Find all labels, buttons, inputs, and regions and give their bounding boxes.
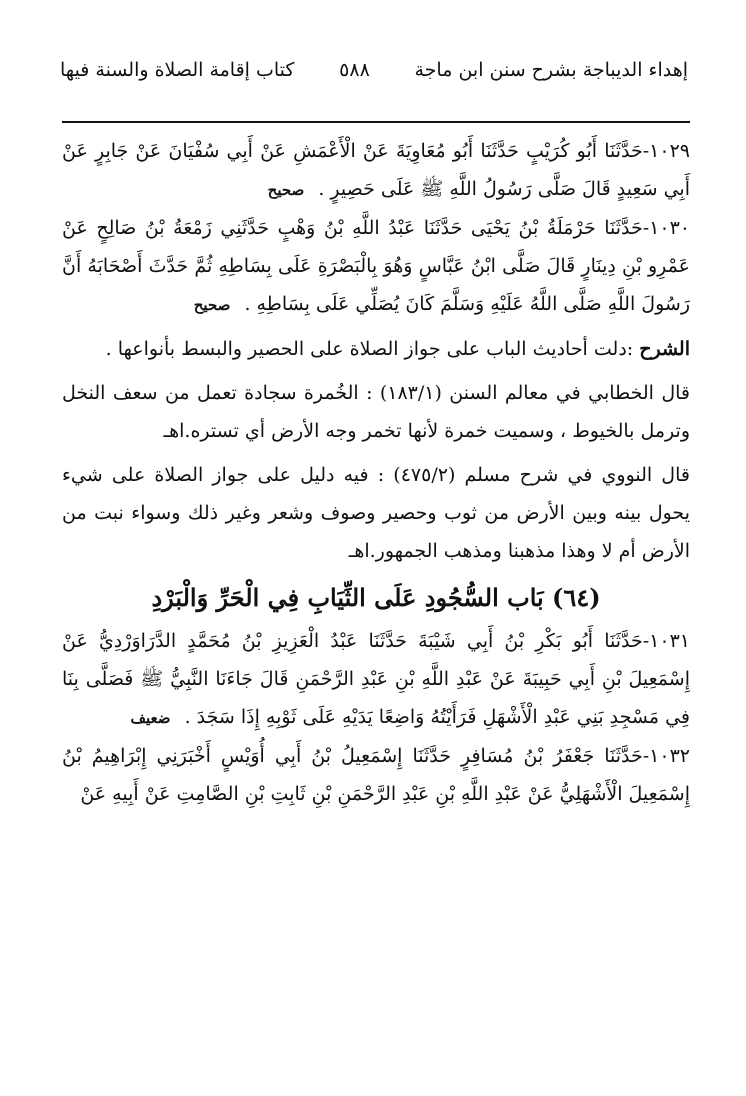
- page-number: ٥٨٨: [339, 59, 370, 81]
- hadith-1029-text: ١٠٢٩-حَدَّثَنَا أَبُو كُرَيْبٍ حَدَّثَنَا أَبُو مُعَاوِيَةَ عَنْ الْأَعْمَشِ عَنْ أَبِي سُفْيَانَ عَنْ جَابِرٍ عَنْ أَبِي سَعِيدٍ قَالَ صَلَّى رَسُولُ اللَّهِ ﷺ عَلَى حَصِيرٍ .: [62, 140, 690, 200]
- hadith-1029-grade: صحيح: [267, 181, 305, 199]
- khattabi-quote: قال الخطابي في معالم السنن (١٨٣/١) : الخُمرة سجادة تعمل من سعف النخل وترمل بالخيوط ، وسميت خمرة لأنها تخمر وجه الأرض أي تستره.اهـ: [62, 382, 690, 442]
- hadith-1031-grade: ضعيف: [130, 709, 171, 727]
- sharh-text: :دلت أحاديث الباب على جواز الصلاة على الحصير والبسط بأنواعها .: [105, 338, 634, 360]
- sharh-label: الشرح: [639, 338, 690, 360]
- sharh-paragraph: [62, 330, 690, 368]
- header-book-title: إهداء الديباجة بشرح سنن ابن ماجة: [414, 59, 688, 81]
- chapter-heading: (٦٤) بَاب السُّجُودِ عَلَى الثِّيَابِ فِي الْحَرِّ وَالْبَرْدِ: [151, 583, 601, 612]
- hadith-1030: [62, 209, 690, 324]
- hadith-1030-grade: صحيح: [193, 296, 231, 314]
- nawawi-quote: قال النووي في شرح مسلم (٤٧٥/٢) : فيه دليل على جواز الصلاة على شيء يحول بينه وبين الأرض من ثوب وحصير وصوف وشعر وغير ذلك وسواء نبت من الأرض أم لا وهذا مذهبنا ومذهب الجمهور.اهـ: [62, 464, 690, 562]
- hadith-1030-text: ١٠٣٠-حَدَّثَنَا حَرْمَلَةُ بْنُ يَحْيَى حَدَّثَنَا عَبْدُ اللَّهِ بْنُ وَهْبٍ حَدَّثَنِي زَمْعَةُ بْنُ صَالِحٍ عَنْ عَمْرِو بْنِ دِينَارٍ قَالَ صَلَّى ابْنُ عَبَّاسٍ وَهُوَ بِالْبَصْرَةِ عَلَى بِسَاطِهِ ثُمَّ حَدَّثَ أَصْحَابَهُ أَنَّ رَسُولَ اللَّهِ صَلَّى اللَّهُ عَلَيْهِ وَسَلَّمَ كَانَ يُصَلِّي عَلَى بِسَاطِهِ .: [62, 217, 690, 315]
- header-chapter-title: كتاب إقامة الصلاة والسنة فيها: [60, 59, 295, 81]
- hadith-1032-text: ١٠٣٢-حَدَّثَنَا جَعْفَرُ بْنُ مُسَافِرٍ حَدَّثَنَا إِسْمَعِيلُ بْنُ أَبِي أُوَيْسٍ أَخْبَرَنِي إِبْرَاهِيمُ بْنُ إِسْمَعِيلَ الْأَشْهَلِيُّ عَنْ عَبْدِ اللَّهِ بْنِ عَبْدِ الرَّحْمَنِ بْنِ ثَابِتِ بْنِ الصَّامِتِ عَنْ أَبِيهِ عَنْ: [62, 745, 690, 805]
- hadith-1032: [62, 737, 690, 813]
- header-rule: [62, 121, 690, 123]
- hadith-1031-text: ١٠٣١-حَدَّثَنَا أَبُو بَكْرِ بْنُ أَبِي شَيْبَةَ حَدَّثَنَا عَبْدُ الْعَزِيزِ بْنُ مُحَمَّدٍ الدَّرَاوَرْدِيُّ عَنْ إِسْمَعِيلَ بْنِ أَبِي حَبِيبَةَ عَنْ عَبْدِ اللَّهِ بْنِ عَبْدِ الرَّحْمَنِ قَالَ جَاءَنَا النَّبِيُّ ﷺ فَصَلَّى بِنَا فِي مَسْجِدِ بَنِي عَبْدِ الْأَشْهَلِ فَرَأَيْتُهُ وَاضِعًا يَدَيْهِ عَلَى ثَوْبِهِ إِذَا سَجَدَ .: [62, 630, 690, 728]
- hadith-1029: [62, 132, 690, 209]
- page-body: [62, 132, 690, 813]
- hadith-1031: [62, 622, 690, 737]
- page-header: [60, 50, 688, 90]
